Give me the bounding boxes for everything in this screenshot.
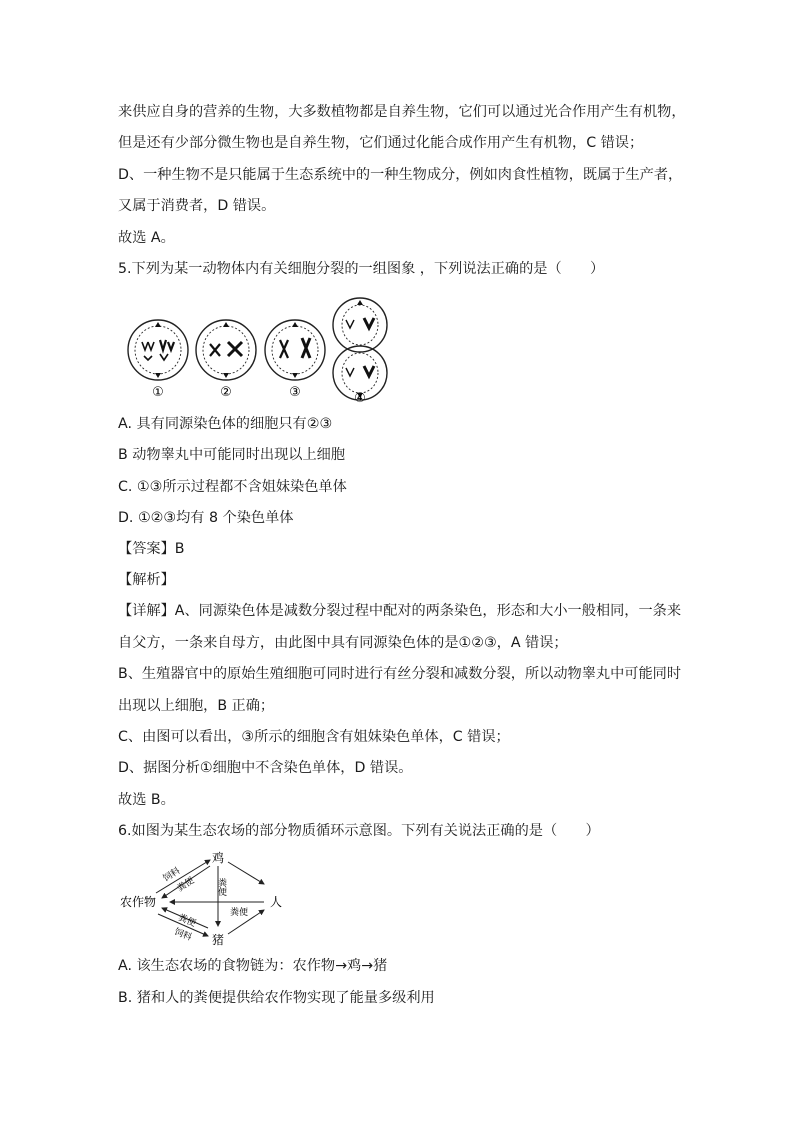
cell-label-2: ② — [220, 385, 232, 400]
cell-label-3: ③ — [289, 385, 301, 400]
cell-division-figure — [120, 292, 400, 408]
node-chicken: 鸡 — [211, 851, 225, 865]
option-a: A. 具有同源染色体的细胞只有②③ — [118, 416, 333, 432]
text-line: C、由图可以看出，③所示的细胞含有姐妹染色单体，C 错误； — [118, 729, 510, 745]
text-line: 【详解】A、同源染色体是减数分裂过程中配对的两条染色，形态和大小一般相同，一条来 — [118, 603, 682, 619]
text-line: D、据图分析①细胞中不含染色单体，D 错误。 — [118, 760, 413, 776]
cell-label-4: ④ — [354, 391, 366, 404]
node-person: 人 — [270, 895, 283, 909]
text-line: 但是还有少部分微生物也是自养生物，它们通过化能合成作用产生有机物，C 错误； — [118, 135, 644, 151]
answer-heading: 【答案】B — [118, 541, 185, 557]
label-manure-vertical: 粪便 — [216, 878, 226, 896]
label-manure-top: 粪便 — [175, 875, 197, 895]
text-line: 又属于消费者，D 错误。 — [118, 198, 276, 214]
material-cycle-figure — [118, 848, 288, 952]
text-line: 故选 B。 — [118, 792, 175, 808]
label-feed-bottom: 饲料 — [172, 927, 194, 944]
cell-label-1: ① — [152, 385, 164, 400]
text-line: 出现以上细胞，B 正确； — [118, 698, 275, 714]
question-6: 6.如图为某生态农场的部分物质循环示意图。下列有关说法正确的是（ ） — [118, 823, 600, 839]
text-line: 自父方，一条来自母方，由此图中具有同源染色体的是①②③，A 错误； — [118, 635, 568, 651]
option-d: D. ①②③均有 8 个染色单体 — [118, 510, 294, 526]
analysis-heading: 【解析】 — [118, 572, 175, 588]
label-manure-bottom: 粪便 — [176, 913, 198, 930]
text-line: 故选 A。 — [118, 230, 175, 246]
label-feed-top: 饲料 — [161, 866, 183, 885]
label-manure-middle: 粪便 — [230, 908, 249, 918]
text-line: 来供应自身的营养的生物，大多数植物都是自养生物，它们可以通过光合作用产生有机物， — [118, 104, 686, 120]
question-5: 5.下列为某一动物体内有关细胞分裂的一组图象 ，下列说法正确的是（ ） — [118, 261, 605, 277]
text-line: B、生殖器官中的原始生殖细胞可同时进行有丝分裂和减数分裂，所以动物睾丸中可能同时 — [118, 666, 682, 682]
option-c: C. ①③所示过程都不含姐妹染色单体 — [118, 479, 347, 495]
option-b: B 动物睾丸中可能同时出现以上细胞 — [118, 447, 346, 463]
node-pig: 猪 — [211, 933, 225, 947]
option-b: B. 猪和人的粪便提供给农作物实现了能量多级利用 — [118, 990, 435, 1006]
node-crop: 农作物 — [120, 895, 157, 909]
text-line: D、一种生物不是只能属于生态系统中的一种生物成分，例如肉食性植物，既属于生产者， — [118, 167, 683, 183]
option-a: A. 该生态农场的食物链为：农作物→鸡→猪 — [118, 958, 388, 974]
